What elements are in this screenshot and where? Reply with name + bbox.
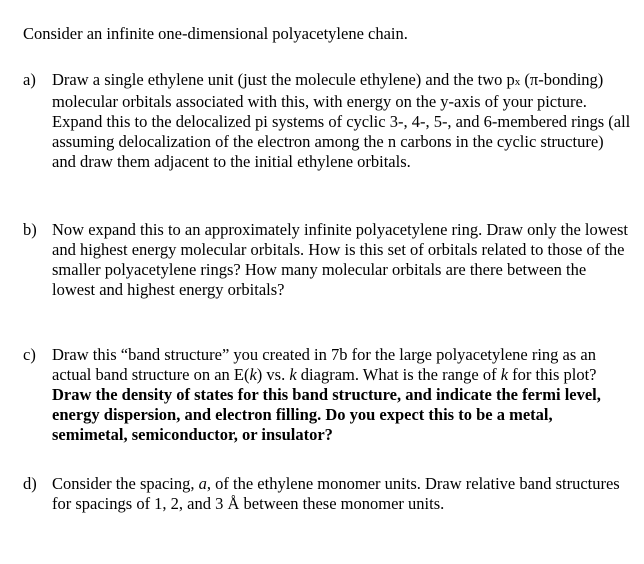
question-c-marker: c) <box>23 345 36 364</box>
question-c-text-part2: ) vs. <box>256 365 290 384</box>
question-a-marker: a) <box>23 70 36 89</box>
intro-text: Consider an infinite one-dimensional polyacetylene chain. <box>23 24 408 43</box>
question-b <box>23 220 631 300</box>
question-c-text-part1: Draw this “band structure” you created in 7b for the large polyacetylene ring as an actual band structure on an E( <box>52 345 596 384</box>
question-c-k-var: k <box>500 365 509 384</box>
question-b-marker: b) <box>23 220 37 239</box>
question-a-subscript: x <box>514 76 521 88</box>
question-c-text <box>52 345 631 445</box>
question-a-text-part2: (π-bonding) molecular orbitals associated with this, with energy on the y-axis of your picture. Expand this to the delocalized pi systems of cyclic 3-, 4-, 5-, and 6-membered rings (all assuming delocalization of the electron among the n carbons in the cyclic structure) and draw them adjacent to the initial ethylene orbitals. <box>52 70 631 171</box>
question-d-text-part2: , of the ethylene monomer units. Draw relative band structures for spacings of 1, 2, and 3 Å between these monomer units. <box>52 474 620 513</box>
question-d-text-part1: Consider the spacing, <box>52 474 199 493</box>
question-d-marker: d) <box>23 474 37 493</box>
question-c <box>23 345 631 445</box>
question-d-a-var: a <box>198 474 207 493</box>
question-c-k-var: k <box>289 365 297 384</box>
question-d <box>23 474 631 514</box>
question-c-bold-text: Draw the density of states for this band structure, and indicate the fermi level, energy dispersion, and electron filling. Do you expect this to be a metal, semimetal, semiconductor, or insulator? <box>52 385 601 444</box>
question-c-text-part3: diagram. What is the range of <box>296 365 501 384</box>
question-a-text <box>52 70 631 172</box>
question-c-text-part4: for this plot? <box>508 365 597 384</box>
question-b-text: Now expand this to an approximately infinite polyacetylene ring. Draw only the lowest and highest energy molecular orbitals. How is this set of orbitals related to those of the smaller polyacetylene rings? How many molecular orbitals are there between the lowest and highest energy orbitals? <box>52 220 628 299</box>
question-a-text-part1: Draw a single ethylene unit (just the molecule ethylene) and the two p <box>52 70 515 89</box>
question-d-text <box>52 474 631 514</box>
question-c-k-var: k <box>249 365 257 384</box>
question-a <box>23 70 631 172</box>
